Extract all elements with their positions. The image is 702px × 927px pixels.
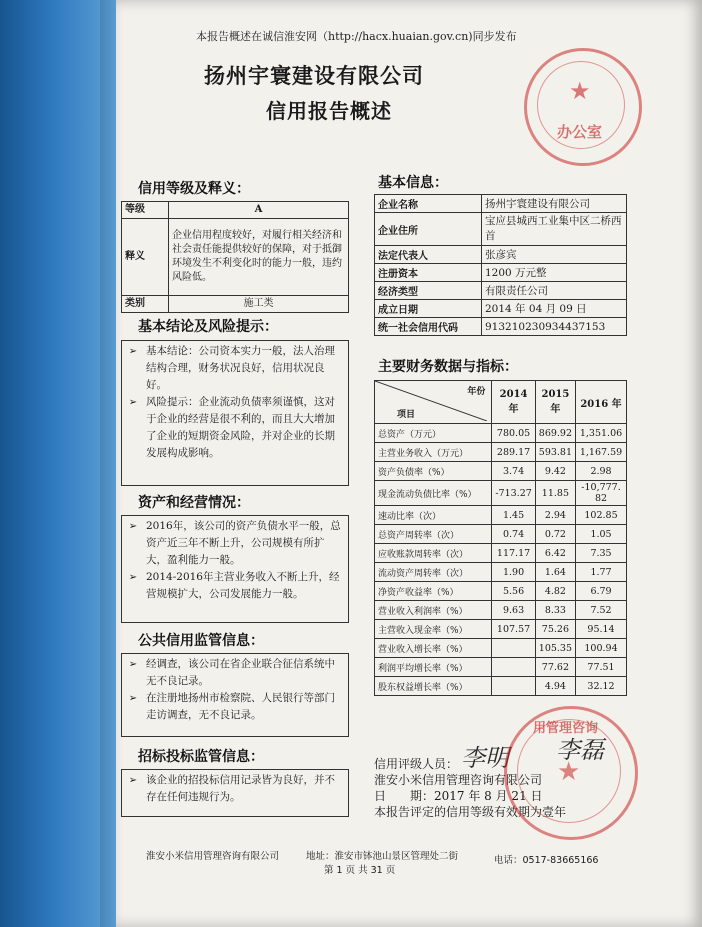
row-label: 主营收入现金率（%） bbox=[375, 620, 492, 639]
report-page bbox=[116, 0, 702, 927]
table-row bbox=[122, 219, 349, 296]
table-row bbox=[375, 462, 627, 481]
table-cell: 5.56 bbox=[492, 582, 535, 601]
category-value: 施工类 bbox=[169, 296, 349, 313]
arrow-bullet-icon: ➢ bbox=[128, 775, 138, 786]
table-cell: 1,167.59 bbox=[576, 443, 627, 462]
report-title: 信用报告概述 bbox=[266, 99, 392, 123]
bidding-box bbox=[121, 769, 349, 817]
table-cell: 1,351.06 bbox=[576, 424, 627, 443]
grade-value: A bbox=[169, 202, 349, 219]
table-cell: 780.05 bbox=[492, 424, 535, 443]
row-label: 营业收入利润率（%） bbox=[375, 601, 492, 620]
diagonal-header-cell bbox=[375, 381, 492, 424]
header-year-label: 年份 bbox=[467, 387, 486, 397]
definition-label: 释义 bbox=[122, 219, 169, 296]
table-row bbox=[375, 424, 627, 443]
list-item: ➢ 风险提示：企业流动负债率须谨慎，这对于企业的经营是很不利的，而且大大增加了企业的短期资金风险，并对企业的长期发展构成影响。 bbox=[126, 394, 342, 462]
year-header: 2014 年 bbox=[492, 381, 535, 424]
table-row: 成立日期 2014 年 04 月 09 日 bbox=[375, 300, 627, 318]
table-row bbox=[375, 443, 627, 462]
table-cell: 1.90 bbox=[492, 563, 535, 582]
table-cell: 0.72 bbox=[535, 525, 575, 544]
table-cell: 9.42 bbox=[535, 462, 575, 481]
handwritten-signature-2: 李磊 bbox=[556, 736, 604, 764]
row-label: 资产负债率（%） bbox=[375, 462, 492, 481]
seal-top-text: 办公室 bbox=[557, 123, 603, 141]
table-row: 注册资本 1200 万元整 bbox=[375, 264, 627, 282]
list-item: ➢ 在注册地扬州市检察院、人民银行等部门走访调查，无不良记录。 bbox=[126, 690, 342, 724]
table-cell: 95.14 bbox=[576, 620, 627, 639]
definition-value: 企业信用程度较好，对履行相关经济和社会责任能提供较好的保障，对于抵御环境发生不利变化时的能力一般，违约风险低。 bbox=[169, 219, 349, 296]
page-number: 第 1 页 共 31 页 bbox=[324, 865, 396, 876]
publish-note: 本报告概述在诚信淮安网（http://hacx.huaian.gov.cn)同步发布 bbox=[196, 30, 517, 43]
report-date: 日 期：2017 年 8 月 21 日 bbox=[374, 789, 543, 803]
row-label: 速动比率（次） bbox=[375, 506, 492, 525]
table-cell bbox=[492, 677, 535, 696]
row-label: 利润平均增长率（%） bbox=[375, 658, 492, 677]
table-cell: -10,777.82 bbox=[576, 481, 627, 506]
table-cell: 1.45 bbox=[492, 506, 535, 525]
table-cell: 7.35 bbox=[576, 544, 627, 563]
table-row bbox=[375, 677, 627, 696]
seal-star-icon: ★ bbox=[569, 77, 591, 105]
table-row: 经济类型 有限责任公司 bbox=[375, 282, 627, 300]
arrow-bullet-icon: ➢ bbox=[128, 693, 138, 704]
table-row bbox=[122, 296, 349, 313]
table-cell: 32.12 bbox=[576, 677, 627, 696]
table-cell: 8.33 bbox=[535, 601, 575, 620]
finance-body bbox=[375, 424, 627, 696]
table-cell: 0.74 bbox=[492, 525, 535, 544]
arrow-bullet-icon: ➢ bbox=[128, 521, 138, 532]
rater-label: 信用评级人员： bbox=[374, 757, 459, 771]
table-row bbox=[375, 639, 627, 658]
table-header-row bbox=[375, 381, 627, 424]
header-item-label: 项目 bbox=[397, 410, 416, 420]
table-cell: 4.94 bbox=[535, 677, 575, 696]
table-cell: 100.94 bbox=[576, 639, 627, 658]
table-cell: 105.35 bbox=[535, 639, 575, 658]
finance-table bbox=[374, 380, 627, 696]
table-row bbox=[375, 506, 627, 525]
table-cell: 6.79 bbox=[576, 582, 627, 601]
seal-bottom-text: 用管理咨询 bbox=[533, 721, 599, 736]
conclusion-section-title: 基本结论及风险提示： bbox=[138, 319, 278, 335]
row-label: 应收账款周转率（次） bbox=[375, 544, 492, 563]
table-cell bbox=[492, 658, 535, 677]
list-item: ➢ 该企业的招投标信用记录皆为良好，并不存在任何违规行为。 bbox=[126, 772, 342, 806]
official-seal-bottom bbox=[504, 706, 638, 840]
list-item: ➢ 经调查，该公司在省企业联合征信系统中无不良记录。 bbox=[126, 656, 342, 690]
finance-title: 主要财务数据与指标： bbox=[378, 359, 518, 375]
footer-phone: 电话：0517-83665166 bbox=[494, 855, 599, 866]
table-cell: 7.52 bbox=[576, 601, 627, 620]
row-label: 总资产（万元） bbox=[375, 424, 492, 443]
table-cell: 2.98 bbox=[576, 462, 627, 481]
row-label: 总资产周转率（次） bbox=[375, 525, 492, 544]
arrow-bullet-icon: ➢ bbox=[128, 346, 138, 357]
handwritten-signature-1: 李明 bbox=[461, 744, 509, 772]
validity-note: 本报告评定的信用等级有效期为壹年 bbox=[374, 805, 567, 819]
table-cell: 3.74 bbox=[492, 462, 535, 481]
year-header: 2016 年 bbox=[576, 381, 627, 424]
table-cell: -713.27 bbox=[492, 481, 535, 506]
row-label: 净资产收益率（%） bbox=[375, 582, 492, 601]
table-row bbox=[375, 525, 627, 544]
basic-info-table bbox=[374, 194, 627, 336]
table-row bbox=[375, 620, 627, 639]
table-cell: 1.05 bbox=[576, 525, 627, 544]
table-row: 企业名称 扬州宇寰建设有限公司 bbox=[375, 195, 627, 213]
footer-address: 地址：淮安市钵池山景区管理处二街 bbox=[306, 851, 459, 862]
grade-table bbox=[121, 201, 349, 313]
row-label: 营业收入增长率（%） bbox=[375, 639, 492, 658]
table-cell: 4.82 bbox=[535, 582, 575, 601]
footer-company: 淮安小米信用管理咨询有限公司 bbox=[146, 851, 280, 862]
official-seal-top bbox=[524, 48, 642, 166]
table-cell: 102.85 bbox=[576, 506, 627, 525]
table-cell: 1.77 bbox=[576, 563, 627, 582]
table-row: 企业住所 宝应县城西工业集中区二桥西首 bbox=[375, 213, 627, 246]
table-row bbox=[375, 658, 627, 677]
row-label: 主营业务收入（万元） bbox=[375, 443, 492, 462]
table-row bbox=[122, 202, 349, 219]
list-item: ➢ 2014-2016年主营业务收入不断上升，经营规模扩大，公司发展能力一般。 bbox=[126, 569, 342, 603]
assets-box bbox=[121, 515, 349, 623]
table-row: 统一社会信用代码 913210230934437153 bbox=[375, 318, 627, 336]
basic-info-title: 基本信息： bbox=[378, 175, 448, 191]
grade-section-title: 信用等级及释义： bbox=[138, 181, 250, 197]
table-cell: 107.57 bbox=[492, 620, 535, 639]
table-cell: 11.85 bbox=[535, 481, 575, 506]
table-cell: 9.63 bbox=[492, 601, 535, 620]
table-cell: 6.42 bbox=[535, 544, 575, 563]
table-cell: 1.64 bbox=[535, 563, 575, 582]
table-cell: 77.51 bbox=[576, 658, 627, 677]
table-cell bbox=[492, 639, 535, 658]
bidding-section-title: 招标投标监管信息： bbox=[138, 749, 264, 765]
grade-label: 等级 bbox=[122, 202, 169, 219]
table-cell: 117.17 bbox=[492, 544, 535, 563]
table-cell: 2.94 bbox=[535, 506, 575, 525]
seal-star-icon: ★ bbox=[557, 757, 581, 787]
table-cell: 77.62 bbox=[535, 658, 575, 677]
table-row bbox=[375, 601, 627, 620]
public-credit-section-title: 公共信用监管信息： bbox=[138, 633, 264, 649]
category-label: 类别 bbox=[122, 296, 169, 313]
arrow-bullet-icon: ➢ bbox=[128, 397, 138, 408]
conclusion-box bbox=[121, 340, 349, 486]
table-row bbox=[375, 544, 627, 563]
table-row bbox=[375, 582, 627, 601]
arrow-bullet-icon: ➢ bbox=[128, 572, 138, 583]
table-row bbox=[375, 563, 627, 582]
table-cell: 593.81 bbox=[535, 443, 575, 462]
table-row bbox=[375, 481, 627, 506]
list-item: ➢ 2016年，该公司的资产负债水平一般，总资产近三年不断上升，公司规模有所扩大，盈利能力一般。 bbox=[126, 518, 342, 569]
public-credit-box bbox=[121, 653, 349, 737]
company-title: 扬州宇寰建设有限公司 bbox=[204, 63, 424, 88]
assets-section-title: 资产和经营情况： bbox=[138, 495, 250, 511]
row-label: 流动资产周转率（次） bbox=[375, 563, 492, 582]
year-header: 2015 年 bbox=[535, 381, 575, 424]
list-item: ➢ 基本结论：公司资本实力一般，法人治理结构合理，财务状况良好，信用状况良好。 bbox=[126, 343, 342, 394]
table-row: 法定代表人 张彦宾 bbox=[375, 246, 627, 264]
table-cell: 75.26 bbox=[535, 620, 575, 639]
arrow-bullet-icon: ➢ bbox=[128, 659, 138, 670]
row-label: 现金流动负债比率（%） bbox=[375, 481, 492, 506]
row-label: 股东权益增长率（%） bbox=[375, 677, 492, 696]
table-cell: 869.92 bbox=[535, 424, 575, 443]
agency-name: 淮安小米信用管理咨询有限公司 bbox=[374, 773, 543, 787]
table-cell: 289.17 bbox=[492, 443, 535, 462]
